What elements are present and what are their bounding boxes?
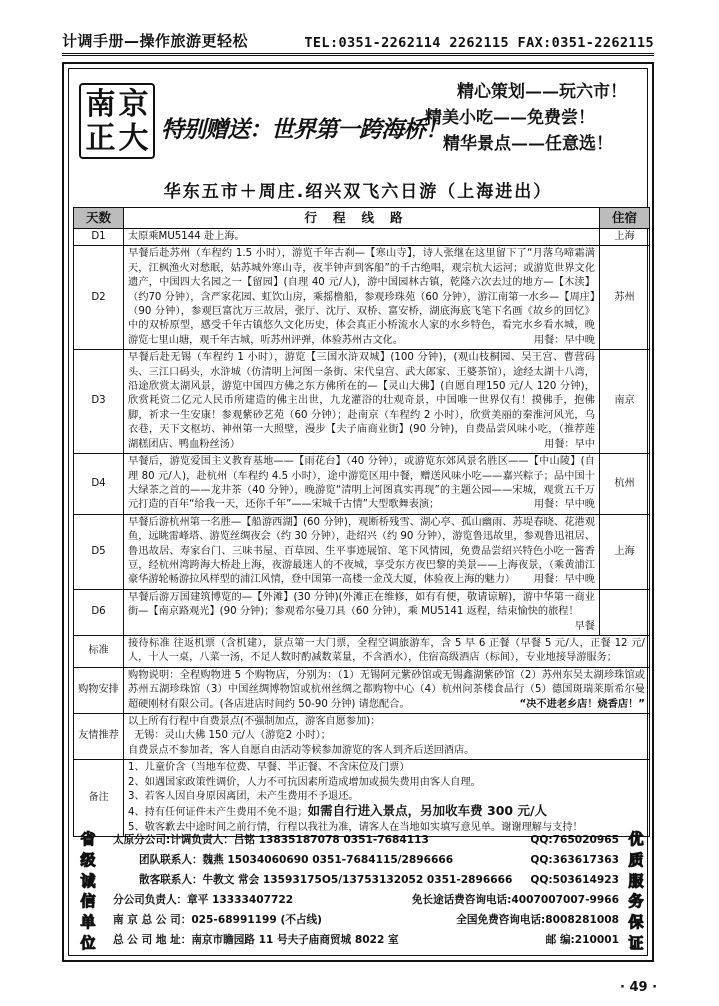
table-row — [74, 246, 650, 350]
contact-line — [113, 851, 619, 869]
stay-cell — [600, 589, 650, 635]
brand-char-2: 京 — [118, 87, 149, 122]
contact-text: 团队联系人：魏燕 15034060690 0351-7684115/2896666 — [139, 854, 454, 866]
desc-text: 早餐后游杭州第一名胜—【船游西湖】(60 分钟)，观断桥残雪、湖心亭、孤山幽雨、苏堤春晓、花港观鱼，远眺雷峰塔、游览丝绸夜会（约 30 分钟），赴绍兴（约 90 分钟），游览鲁迅故里，参观鲁迅祖居、鲁迅故居、寿家台门、三味书屋、百草园、生平事迹展馆、笔下风情园，免费品尝绍兴特色小吃一酱香豆，经杭州湾跨海大桥赴上海，夜游最迷人的不夜城，享受东方夜巴黎的美景——上海夜景，（乘黄浦江豪华游轮畅游拉风样型的浦江风情，登中国第一高楼一金茂大厦，体验夜上海的魅力） — [128, 516, 595, 586]
contact-text: 南 京 总 公 司：025-68991199 (不占线) — [113, 914, 322, 926]
desc-text: 早餐后赴苏州（车程约 1.5 小时），游览千年古刹—【寒山寺】，诗人张继在这里留下了“月落乌啼霜满天，江枫渔火对愁眠，姑苏城外寒山寺，夜半钟声到客船”的千古绝唱，观宗杭大运河；或游览世界文化遗产，中国四大名园之一【留园】(自理 40 元/人)，游中国园林古镇，乾隆六次去过的地方—【木渎】（约70 分钟），含严家花园、虹饮山房，乘摇橹船，参观珍珠苑（60 分钟），游江南第一水乡—【周庄】（90 分钟），参观巨富沈万三故居，张厅、沈厅、双桥、富安桥，湖底海底飞笔下名画《故乡的回忆》中的双桥原型，感受千年古镇悠久文化历史，体会真正小桥流水人家的水乡特色，看完水乡看水城，晚游览七里山塘，观千年古城，听苏州评弹，体验苏州古文化。 — [128, 248, 595, 346]
note-item: 5、敬客歉去中途时间之前行情，行程以我社为准，请客人在当地如实填写意见单。谢谢理解与支持！ — [128, 821, 583, 833]
brand-char-4: 大 — [118, 121, 149, 156]
desc-text: 太原乘MU5144 赴上海。 — [128, 231, 245, 242]
contact-text: 太原分公司:计调负责人：吕铭 13835187078 0351-7684113 — [113, 834, 429, 846]
meal-text: 用餐：早中 — [544, 438, 595, 450]
note-item: 3、若客人因自身原因离团，未产生费用不予退还。 — [128, 791, 359, 803]
side-char: 级 — [80, 850, 96, 869]
brand-char-1: 南 — [85, 87, 116, 122]
side-char: 省 — [80, 830, 96, 848]
side-char: 信 — [80, 892, 96, 911]
side-char: 位 — [80, 933, 96, 952]
contact-hotline: 全国免费咨询电话:8008281008 — [456, 914, 619, 926]
brand-char-3: 正 — [85, 121, 116, 156]
table-row — [74, 514, 650, 589]
stay-cell: 苏州 — [600, 246, 650, 350]
header-stay: 住宿 — [600, 208, 650, 229]
contact-text: 分公司负责人：章平 13333407722 — [113, 894, 294, 906]
contact-line — [113, 891, 619, 909]
desc-cell — [124, 589, 600, 635]
shopping-text: 购物说明：全程购物进 5 个购物店，分别为：（1）无锡阿元紫砂馆或无锡鑫湖紫砂馆（2）苏州东吴太湖珍珠馆或苏州五湖珍珠馆（3）中国丝绸博物馆或杭州丝绸之都购物中心（4）杭州问茶楼食品行（5）德国斑瑞莱斯希尔曼超硬刚材有限公司。(各店进店时间约 50-90 分钟) 请您配合。 — [128, 669, 645, 710]
contact-text: 总 公 司 地 址：南京市瞻园路 11 号夫子庙商贸城 8022 室 — [113, 934, 399, 946]
stay-cell: 上海 — [600, 514, 650, 589]
side-char: 优 — [628, 830, 644, 848]
contact-qq: QQ:503614923 — [530, 874, 619, 886]
desc-cell — [124, 229, 600, 246]
contact-line — [113, 911, 619, 929]
side-char: 诚 — [80, 871, 96, 890]
side-char: 质 — [628, 850, 644, 869]
meal-text: 用餐：早中晚 — [533, 574, 595, 586]
recommend-note: 自费景点不参加者，客人自愿自由活动等候参加游览的客人到齐后送回酒店。 — [128, 744, 475, 756]
side-slogan-left — [77, 829, 99, 953]
brand-logo — [79, 83, 155, 159]
recommend-cell — [124, 714, 650, 760]
note-item-4 — [128, 804, 645, 820]
contact-section — [73, 829, 649, 953]
contact-qq: QQ:765020965 — [530, 834, 619, 846]
stay-cell: 杭州 — [600, 454, 650, 515]
day-cell: D4 — [74, 454, 124, 515]
table-row — [74, 350, 650, 454]
table-header-row — [74, 208, 650, 229]
contact-line — [113, 831, 619, 849]
note-item: 2、如遇国家政策性调价，人力不可抗因素所造成增加或损失费用由客人自理。 — [128, 776, 481, 788]
itinerary-table — [73, 207, 650, 837]
note-highlight: 如需自行进入景点，另加收车费 300 元/人 — [307, 803, 548, 819]
tour-card-inner — [68, 68, 648, 956]
side-char: 单 — [80, 913, 96, 932]
header-contact: TEL:0351-2262114 2262115 FAX:0351-2262115 — [304, 35, 654, 51]
desc-text: 早餐后，游览爱国主义教育基地——【雨花台】（40 分钟），或游览东郊风景名胜区——【中山陵】(自理 80 元/人)，赴杭州（车程约 4.5 小时），途中游览区用中餐，赠送风味小吃——嘉兴粽子；品中国十大绿茶之首的——龙井茶（40 分钟），晚游览“清明上河图真实再现”的主题公园——宋城，观赏五千万元打造的百年“给我一天，还你千年”——宋城千古情”大型歌舞表演； — [128, 456, 595, 511]
standard-label: 标准 — [74, 635, 124, 667]
desc-cell — [124, 246, 600, 350]
table-row — [74, 714, 650, 760]
day-cell: D3 — [74, 350, 124, 454]
desc-cell — [124, 514, 600, 589]
slogan-3: 精华景点——任意选！ — [443, 134, 613, 154]
recommend-label: 友情推荐 — [74, 714, 124, 760]
side-char: 服 — [628, 871, 644, 890]
notes-cell — [124, 760, 650, 837]
tour-title: 华东五市＋周庄.绍兴双飞六日游（上海进出） — [163, 182, 553, 202]
side-char: 保 — [628, 913, 644, 932]
desc-text: 早餐后赴无锡（车程约 1 小时），游览【三国水浒双城】(100 分钟)，(观山枝桐园、吴王宫、曹营码头、三江口码头，水浒城（仿清明上河图一条街、宋代皇宫、武大郎家、王婆茶馆），途经太湖十八湾，沿途欣赏太湖风景，游览中国四方佛之东方佛所在的—【灵山大佛】(自愿自理150 元/人 120 分钟)，欣赏耗资二亿元人民币所建造的佛主出世，九龙灌浴的壮观奇景，中国唯一世界仅有！摸佛手，抱佛脚，祈求一生安康！参观紫砂艺苑（60 分钟）；赴南京（车程约 2 小时），欣赏美丽的秦淮河风光，乌衣巷，天下文枢坊、神州第一大照壁，漫步【夫子庙商业街】(90 分钟)，自费品尝风味小吃，（推荐莲湖糕团店、鸭血粉丝汤） — [128, 352, 595, 450]
slogan-1: 精心策划——玩六市！ — [457, 82, 627, 102]
contact-text: 散客联系人：牛教文 常会 13593175O5/13753132052 0351-2896666 — [139, 874, 513, 886]
table-row — [74, 229, 650, 246]
special-gift: 特别赠送：世界第一跨海桥！ — [161, 116, 447, 143]
table-row — [74, 589, 650, 635]
shopping-label: 购物安排 — [74, 667, 124, 713]
contact-line — [113, 931, 619, 949]
table-row — [74, 667, 650, 713]
table-row — [74, 760, 650, 837]
day-cell: D6 — [74, 589, 124, 635]
slogans — [411, 79, 641, 157]
slogan-2: 精美小吃——免费尝！ — [425, 108, 595, 128]
meal-text: 早餐 — [574, 620, 595, 632]
notes-label: 备注 — [74, 760, 124, 837]
header-route: 行程线路 — [124, 208, 600, 229]
page-header — [62, 30, 654, 56]
contact-line — [113, 871, 619, 889]
header-title: 计调手册—操作旅游更轻松 — [62, 32, 249, 50]
side-char: 证 — [628, 933, 644, 952]
meal-text: 用餐：早中晚 — [533, 499, 595, 511]
stay-cell: 南京 — [600, 350, 650, 454]
day-cell: D1 — [74, 229, 124, 246]
note-item: 1、儿童价含（当地车位费、早餐、半正餐、不含床位及门票） — [128, 762, 410, 774]
table-row — [74, 635, 650, 667]
header-day: 天数 — [74, 208, 124, 229]
day-cell: D2 — [74, 246, 124, 350]
side-char: 务 — [628, 892, 644, 911]
recommend-text: 以上所有行程中自费景点(不强制加点，游客自愿参加)： — [128, 716, 381, 727]
desc-text: 早餐后游万国建筑博览的—【外滩】(30 分钟)(外滩正在维修，如有有便，敬请谅解)，游中华第一商业街—【南京路观光】(90 分钟)；参观希尔曼刀具（60 分钟），乘 MU5141 返程，结束愉快的旅程！ — [128, 591, 595, 618]
side-slogan-right — [625, 829, 647, 953]
note-item: 4、持有任何证件未产生费用不免不退； — [128, 807, 308, 819]
day-cell: D5 — [74, 514, 124, 589]
recommend-item: 无锡：灵山大佛 150 元/人（游览2 小时）； — [134, 730, 331, 742]
contact-postcode: 邮 编:210001 — [545, 934, 619, 946]
tour-card — [62, 62, 654, 962]
desc-cell — [124, 454, 600, 515]
stay-cell: 上海 — [600, 229, 650, 246]
table-row — [74, 454, 650, 515]
shopping-cell — [124, 667, 650, 713]
meal-text: 用餐：早中晚 — [533, 334, 595, 346]
standard-text: 接待标准 往返机票（含机建），景点第一大门票，全程空调旅游车，含 5 早 6 正餐（早餐 5 元/人，正餐 12 元/人，十人一桌，八菜一汤，不足人数时酌减数菜量，不含酒水），住宿高级酒店（标间），专业地接导游服务； — [124, 635, 650, 667]
contact-qq: QQ:363617363 — [530, 854, 619, 866]
shopping-note: “决不进老乡店！烧香店！” — [519, 698, 645, 710]
page-number: · 49 · — [620, 980, 658, 995]
desc-cell — [124, 350, 600, 454]
contact-hotline: 免长途话费咨询电话:4007007007-9966 — [411, 894, 619, 906]
